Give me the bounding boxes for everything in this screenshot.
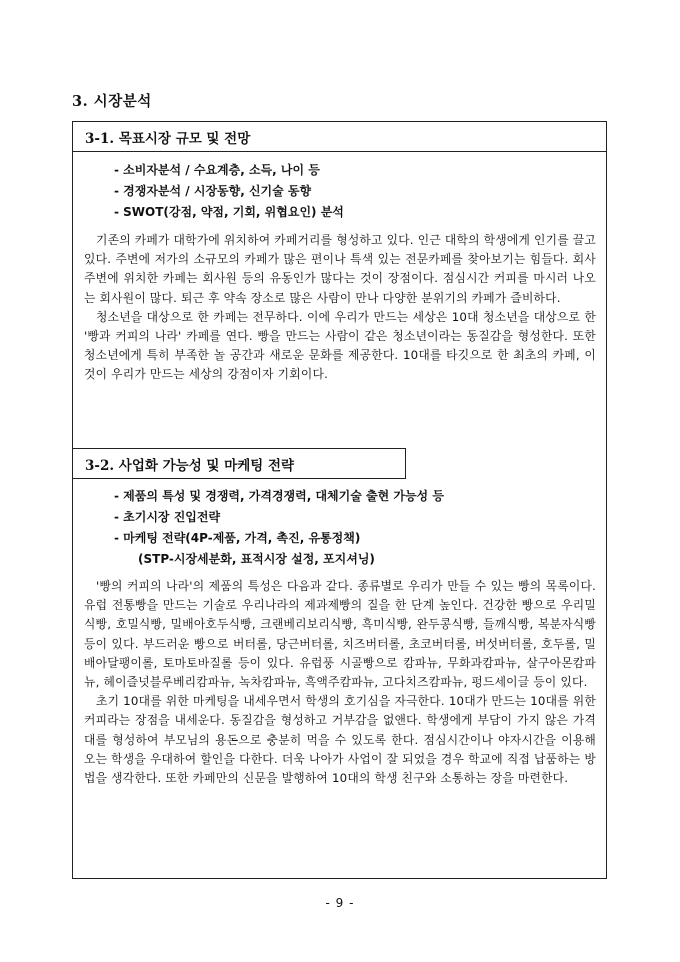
bullet-item: - 제품의 특성 및 경쟁력, 가격경쟁력, 대체기술 출현 가능성 등: [114, 489, 444, 503]
section-2-heading: 3-2. 사업화 가능성 및 마케팅 전략: [72, 448, 406, 479]
section-2-bullets: [114, 486, 584, 570]
section-2-body: [84, 577, 596, 788]
section-1-bullets: [114, 160, 584, 223]
bullet-item: - SWOT(강점, 약점, 기회, 위협요인) 분석: [114, 205, 344, 219]
bullet-item: - 마케팅 전략(4P-제품, 가격, 촉진, 유통정책): [114, 531, 361, 545]
paragraph: 초기 10대를 위한 마케팅을 내세우면서 학생의 호기심을 자극한다. 10대가 만드는 10대를 위한 커피라는 장점을 내세운다. 동질감을 형성하고 거부감을 없앤다. 학생에게 부담이 가지 않은 가격대를 형성하여 부모님의 용돈으로 충분히 먹을 수 있도록 한다. 점심시간이나 야자시간을 이용해 오는 학생을 우대하여 할인을 다한다. 더욱 나아가 사업이 잘 되었을 경우 학교에 직접 납품하는 방법을 생각한다. 또한 카페만의 신문을 발행하여 10대의 학생 친구와 소통하는 장을 마련한다.: [84, 694, 596, 786]
page-number: - 9 -: [325, 896, 355, 910]
bullet-subitem: (STP-시장세분화, 표적시장 설정, 포지셔닝): [138, 552, 375, 566]
page-title: 3. 시장분석: [72, 93, 152, 110]
bullet-item: - 초기시장 진입전략: [114, 510, 221, 524]
paragraph: 기존의 카페가 대학가에 위치하여 카페거리를 형성하고 있다. 인근 대학의 학생에게 인기를 끌고 있다. 주변에 저가의 소규모의 카페가 많은 편이나 특색 있는 전문카페를 찾아보기는 힘들다. 회사 주변에 위치한 카페는 회사원 등의 유동인가 많다는 것이 장점이다. 점심시간 커피를 마시러 나오는 회사원이 많다. 퇴근 후 약속 장소로 많은 사람이 만나 다양한 분위기의 카페가 즐비하다.: [84, 233, 596, 305]
bullet-item: - 경쟁자분석 / 시장동향, 신기술 동향: [114, 184, 312, 198]
section-1-heading: 3-1. 목표시장 규모 및 전망: [72, 121, 607, 152]
paragraph: 청소년을 대상으로 한 카페는 전무하다. 이에 우리가 만드는 세상은 10대 청소년을 대상으로 한 '빵과 커피의 나라' 카페를 연다. 빵을 만드는 사람이 같은 청소년이라는 동질감을 형성한다. 또한 청소년에게 특히 부족한 놀 공간과 새로운 문화를 제공한다. 10대를 타깃으로 한 최초의 카페, 이것이 우리가 만드는 세상의 강점이자 기회이다.: [84, 309, 596, 382]
section-1-body: [84, 231, 596, 385]
paragraph: '빵의 커피의 나라'의 제품의 특성은 다음과 같다. 종류별로 우리가 만들 수 있는 빵의 목록이다. 유럽 전통빵을 만드는 기술로 우리나라의 제과제빵의 질을 한 단계 높인다. 건강한 빵으로 우리밀식빵, 호밀식빵, 밀배아호두식빵, 크랜베리보리식빵, 흑미식빵, 완두콩식빵, 들깨식빵, 복분자식빵 등이 있다. 부드러운 빵으로 버터롤, 당근버터롤, 치즈버터롤, 초코버터롤, 버섯버터롤, 호두롤, 밀배아달팽이롤, 토마토바질롤 등이 있다. 유럽풍 시골빵으로 캄파뉴, 무화과캄파뉴, 살구아몬캄파뉴, 헤이즐넛블루베리캄파뉴, 녹차캄파뉴, 흑액주캄파뉴, 고다치즈캄파뉴, 펑드세이글 등이 있다.: [84, 579, 596, 690]
bullet-item: - 소비자분석 / 수요계층, 소득, 나이 등: [114, 163, 320, 177]
